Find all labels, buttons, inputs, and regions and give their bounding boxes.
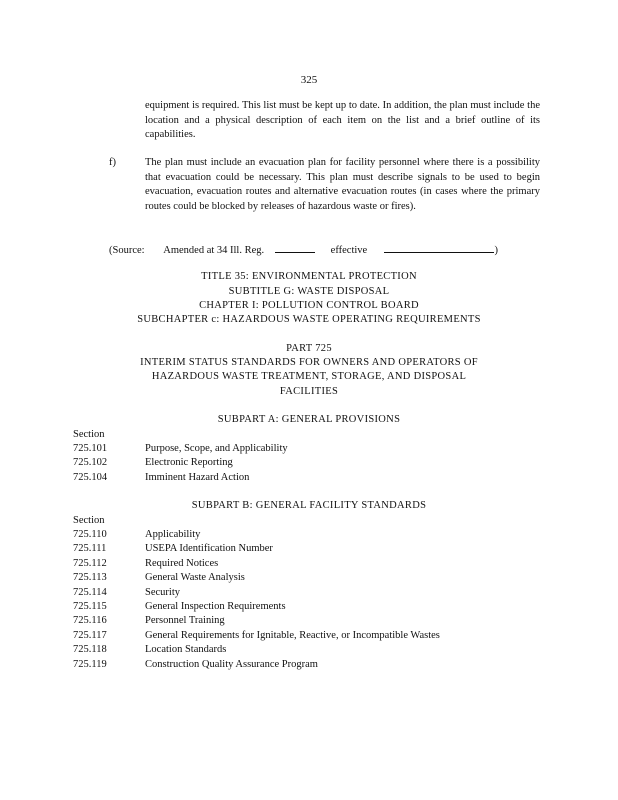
chapter-heading: CHAPTER I: POLLUTION CONTROL BOARD [199, 300, 419, 311]
section-number: 725.102 [73, 457, 108, 469]
section-row [73, 557, 533, 572]
part-title-line-2: HAZARDOUS WASTE TREATMENT, STORAGE, AND DISPOSAL [151, 371, 467, 382]
subpart-b-heading: SUBPART B: GENERAL FACILITY STANDARDS [191, 500, 427, 511]
section-title: Security [145, 586, 180, 598]
section-row [73, 442, 533, 457]
section-number: 725.110 [73, 529, 107, 540]
section-title: Applicability [145, 529, 201, 540]
section-number: 725.111 [73, 543, 107, 555]
subchapter-heading: SUBCHAPTER c: HAZARDOUS WASTE OPERATING REQUIREMENTS [137, 314, 481, 325]
subtitle-heading: SUBTITLE G: WASTE DISPOSAL [228, 286, 390, 297]
section-row [73, 471, 533, 486]
continuation-paragraph: equipment is required. This list must be kept up to date. In addition, the plan must include the location and a physical description of each item on the list and a brief outline of its capabilities. [145, 100, 540, 140]
section-number: 725.117 [73, 629, 107, 641]
register-blank-line [275, 242, 315, 253]
section-number: 725.115 [73, 601, 107, 612]
section-row [73, 600, 533, 615]
section-title: Personnel Training [145, 615, 225, 627]
part-title-line-1: INTERIM STATUS STANDARDS FOR OWNERS AND OPERATORS OF [140, 357, 478, 368]
part-heading: PART 725 [286, 343, 332, 354]
section-number: 725.116 [73, 615, 107, 627]
section-row [73, 528, 533, 543]
section-number: 725.118 [73, 644, 107, 656]
part-title-line-3: FACILITIES [279, 386, 339, 397]
section-row [73, 629, 533, 644]
source-effective: effective [330, 245, 368, 256]
subpart-a-section-label: Section [73, 429, 105, 440]
item-f-paragraph: The plan must include an evacuation plan for facility personnel where there is a possibility that evacuation could be necessary. This plan must describe signals to be used to begin evacuation, evacuation routes and alternative evacuation routes (in cases where the primary routes could be blocked by releases of hazardous waste or fires). [145, 157, 540, 212]
section-title: General Inspection Requirements [145, 601, 286, 612]
section-number: 725.104 [73, 471, 108, 483]
section-row [73, 456, 533, 471]
source-close: ) [494, 245, 498, 256]
section-title: Location Standards [145, 644, 227, 656]
section-title: Required Notices [145, 557, 219, 569]
section-row [73, 542, 533, 557]
section-title: Construction Quality Assurance Program [145, 658, 318, 670]
source-amended: Amended at 34 Ill. Reg. [163, 245, 265, 256]
section-row [73, 586, 533, 601]
section-row [73, 643, 533, 658]
section-title: General Waste Analysis [145, 572, 245, 584]
effective-date-blank-line [384, 242, 494, 253]
section-number: 725.101 [73, 443, 108, 454]
page-number: 325 [300, 74, 318, 86]
section-title: Purpose, Scope, and Applicability [145, 443, 288, 454]
title-heading: TITLE 35: ENVIRONMENTAL PROTECTION [201, 271, 417, 282]
section-title: USEPA Identification Number [145, 543, 273, 555]
source-open: (Source: [109, 245, 145, 256]
section-row [73, 658, 533, 673]
section-title: General Requirements for Ignitable, Reactive, or Incompatible Wastes [145, 629, 440, 641]
section-row [73, 571, 533, 586]
section-title: Electronic Reporting [145, 457, 233, 469]
section-title: Imminent Hazard Action [145, 471, 250, 483]
item-f-label: f) [109, 157, 116, 168]
section-number: 725.114 [73, 586, 107, 598]
source-note [109, 242, 498, 259]
subpart-b-section-label: Section [73, 515, 105, 526]
section-number: 725.113 [73, 572, 107, 584]
section-row [73, 614, 533, 629]
section-number: 725.112 [73, 557, 107, 569]
subpart-a-heading: SUBPART A: GENERAL PROVISIONS [217, 414, 401, 425]
section-number: 725.119 [73, 658, 107, 670]
